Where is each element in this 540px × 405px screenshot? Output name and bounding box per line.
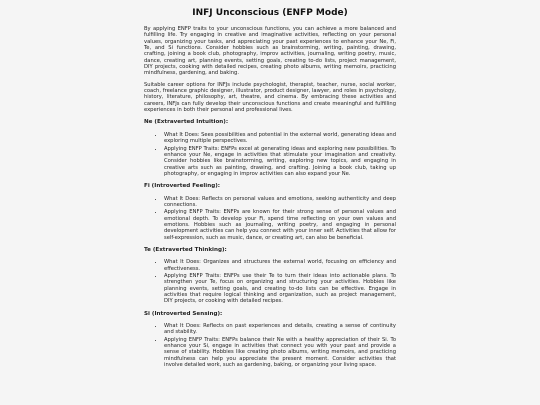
list-item: • What It Does: Organizes and structures the external world, focusing on efficiency and effectiveness. xyxy=(164,259,396,272)
section-heading-ne: Ne (Extraverted Intuition): xyxy=(144,119,229,126)
list-item: • What It Does: Reflects on personal values and emotions, seeking authenticity and deep connections. xyxy=(164,196,396,209)
list-item: • Applying ENFP Traits: ENFPs are known for their strong sense of personal values and emotional depth. To develop your Fi, spend time reflecting on your own values and emotions. Hobbies such as journaling, writing poetry, and engaging in personal development activities can help you connect with your inner self. Activities that allow for self-expression, such as music, dance, or creating art, can also be beneficial. xyxy=(164,209,396,241)
document xyxy=(144,0,396,405)
list-item: • Applying ENFP Traits: ENFPs balance their Ne with a healthy appreciation of their Si. To enhance your Si, engage in activities that connect you with your past and provide a sense of stability. Hobbies like creating photo albums, writing memoirs, and practicing mindfulness can help you appreciate the present moment. Consider activities that involve detailed work, such as gardening, baking, or organizing your living space. xyxy=(164,337,396,369)
section-heading-si: Si (Introverted Sensing): xyxy=(144,310,223,317)
list-item: • Applying ENFP Traits: ENFPs excel at generating ideas and exploring new possibilities. To enhance your Ne, engage in activities that stimulate your imagination and creativity. Consider hobbies like brainstorming, writing, exploring new topics, and engaging in creative arts such as painting, drawing, and crafting. Joining a book club, taking up photography, or engaging in improv activities can also expand your Ne. xyxy=(164,146,396,178)
section-list-ne xyxy=(144,132,396,177)
intro-paragraph: By applying ENFP traits to your unconscious functions, you can achieve a more balanced and fulfilling life. Try engaging in creative and imaginative activities, reflecting on your personal values, organizing your tasks, and appreciating your past experiences to enhance your Ne, Fi, Te, and Si functions. Consider hobbies such as brainstorming, writing, painting, drawing, crafting, joining a book club, photography, improv activities, journaling, writing poetry, music, dance, creating art, planning events, setting goals, creating to-do lists, project management, DIY projects, cooking with detailed recipes, creating photo albums, writing memoirs, practicing mindfulness, gardening, and baking. xyxy=(144,26,396,77)
section-list-te xyxy=(144,259,396,304)
list-item: • What It Does: Sees possibilities and potential in the external world, generating ideas and exploring multiple perspectives. xyxy=(164,132,396,145)
section-heading-te: Te (Extraverted Thinking): xyxy=(144,246,227,253)
intro-paragraph: Suitable career options for INFJs include psychologist, therapist, teacher, nurse, social worker, coach, freelance graphic designer, illustrator, product designer, lawyer, and roles in psychology, history, literature, philosophy, art, theatre, and cinema. By embracing these activities and careers, INFJs can fully develop their unconscious functions and create meaningful and fulfilling experiences in both their personal and professional lives. xyxy=(144,81,396,114)
section-list-si xyxy=(144,323,396,368)
document-body xyxy=(144,26,396,374)
list-item: • What It Does: Reflects on past experiences and details, creating a sense of continuity and stability. xyxy=(164,323,396,336)
section-list-fi xyxy=(144,196,396,241)
list-item: • Applying ENFP Traits: ENFPs use their Te to turn their ideas into actionable plans. To strengthen your Te, focus on organizing and structuring your activities. Hobbies like planning events, setting goals, and creating to-do lists can be effective. Engage in activities that require logical thinking and organization, such as project management, DIY projects, or cooking with detailed recipes. xyxy=(164,273,396,305)
section-heading-fi: Fi (Introverted Feeling): xyxy=(144,183,220,190)
document-title: INFJ Unconscious (ENFP Mode) xyxy=(192,8,348,18)
